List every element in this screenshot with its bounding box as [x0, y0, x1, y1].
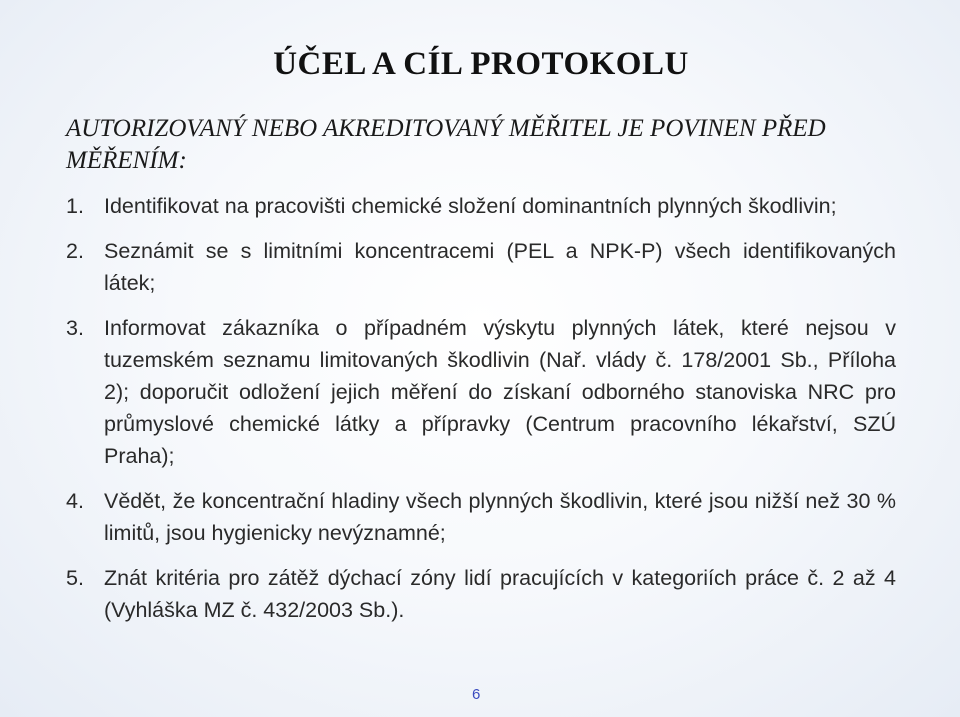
- list-item-text: Znát kritéria pro zátěž dýchací zóny lidí pracujících v kategoriích práce č. 2 až 4 (Vyhláška MZ č. 432/2003 Sb.).: [104, 566, 896, 622]
- slide-title: [0, 46, 960, 83]
- list-item-text: Identifikovat na pracovišti chemické složení dominantních plynných škodlivin;: [104, 194, 837, 218]
- obligations-list: [66, 190, 896, 639]
- slide-title-text: ÚČEL A CÍL PROTOKOLU: [273, 46, 689, 82]
- list-item-text: Informovat zákazníka o případném výskytu plynných látek, které nejsou v tuzemském seznamu limitovaných škodlivin (Nař. vlády č. 178/2001 Sb., Příloha 2); doporučit odložení jejich měření do získaní odborného stanoviska NRC pro průmyslové chemické látky a přípravky (Centrum pracovního lékařství, SZÚ Praha);: [104, 316, 896, 468]
- slide-subtitle: AUTORIZOVANÝ NEBO AKREDITOVANÝ MĚŘITEL JE POVINEN PŘED MĚŘENÍM:: [66, 115, 826, 174]
- list-item-number: 4.: [66, 489, 84, 513]
- list-item-number: 5.: [66, 566, 84, 590]
- list-item-text: Vědět, že koncentrační hladiny všech plynných škodlivin, které jsou nižší než 30 % limitů, jsou hygienicky nevýznamné;: [104, 489, 896, 545]
- list-item: [66, 312, 896, 472]
- list-item: [66, 562, 896, 626]
- page-number: 6: [472, 686, 481, 703]
- list-item: [66, 190, 896, 222]
- list-item-number: 2.: [66, 239, 84, 263]
- list-item-number: 1.: [66, 194, 84, 218]
- list-item: [66, 235, 896, 299]
- list-item-text: Seznámit se s limitními koncentracemi (PEL a NPK-P) všech identifikovaných látek;: [104, 239, 896, 295]
- list-item-number: 3.: [66, 316, 84, 340]
- list-item: [66, 485, 896, 549]
